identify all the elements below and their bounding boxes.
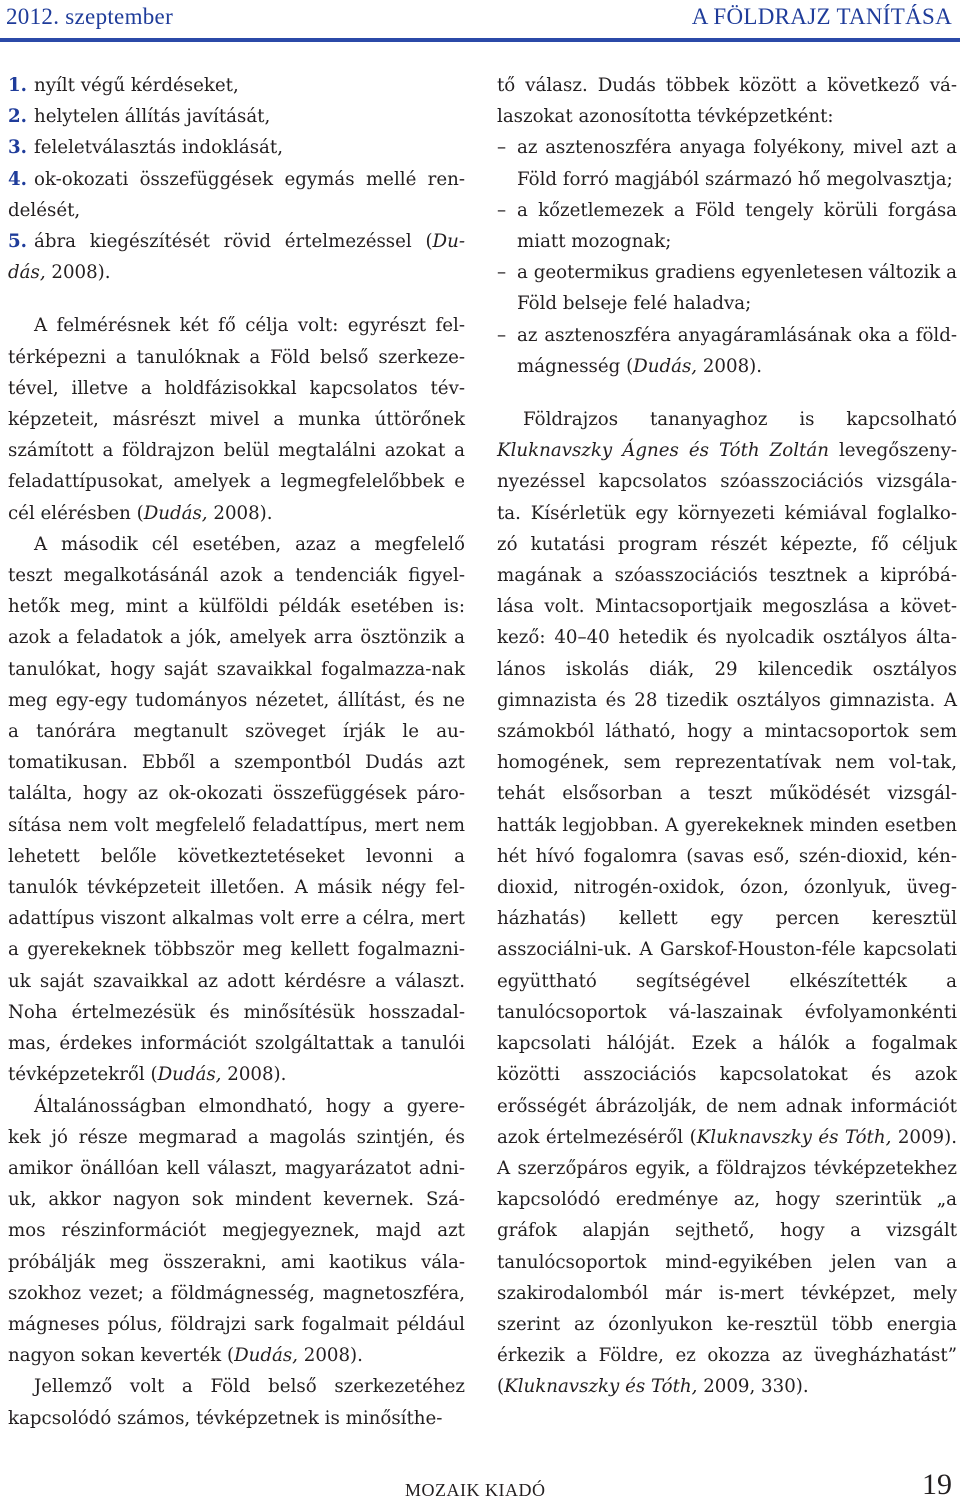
list-item: 2. helytelen állítás javítását, <box>8 106 271 128</box>
paragraph-continuation: tő válasz. Dudás többek között a következő vá-laszokat azonosította tévképzetként: <box>497 75 957 128</box>
paragraph-general: Általánosságban elmondható, hogy a gyere-kek jó része megmarad a magolás szintjén, és amikor önállóan kell választ, magyarázatot adni-uk, akkor nagyon sok mindent kevernek. Szá-mos részinformációt megjegyeznek, majd azt próbálják meg összerakni, ami kaotikus vála-szokhoz vezet; a földmágnesség, magnetoszféra, mágneses pólus, földrajzi sark fogalmait például nagyon sokan keverték (Dudás, 2008). <box>8 1095 465 1367</box>
paragraph-typical: Jellemző volt a Föld belső szerkezetéhez kapcsolódó számos, tévképzetnek is minősíthe- <box>8 1376 465 1429</box>
list-item: 4. ok-okozati összefüggések egymás mellé ren-delését, <box>8 168 465 221</box>
task-type-list <box>8 70 465 288</box>
paragraph-kluknavszky: Földrajzos tananyaghoz is kapcsolható Kluknavszky Ágnes és Tóth Zoltán levegőszeny-nyezéssel kapcsolatos szóasszociációs vizsgála-ta. Kísérletük egy környezeti kémiával foglalko-zó kutatási program részét képezte, fő céljuk magának a szóasszociációs tesztnek a kipróbá-lása volt. Mintacsoportjaik megoszlása a követ-kező: 40–40 hetedik és nyolcadik osztályos álta-lános iskolás diák, 29 kilencedik osztályos gimnazista és 28 tizedik osztályos gimnazista. A számokból látható, hogy a mintacsoportok sem homogének, sem reprezentatívak nem vol-tak, tehát elsősorban a teszt működését vizsgál-hatták legjobban. A gyerekeknek minden esetben hét hívó fogalomra (savas eső, szén-dioxid, kén-dioxid, nitrogén-oxidok, ózon, ózonlyuk, üveg-házhatás) kellett egy percen keresztül asszociálni-uk. A Garskof-Houston-féle kapcsolati együttható segítségével elkészítették a tanulócsoportok vá-laszainak évfolyamonkénti kapcsolati hálóját. Ezek a hálók a fogalmak közötti asszociációs kapcsolatokat és azok erősségét ábrázolják, de nem adnak információt azok értelmezéséről (Kluknavszky és Tóth, 2009). A szerzőpáros egyik, a földrajzos tévképzetekhez kapcsolódó eredménye az, hogy szerintük „a gráfok alapján sejthető, hogy a vizsgált tanulócsoportok mind-egyikében jelen van a szakirodalomból már is-mert tévképzet, mely szerint az ózonlyukon ke-resztül több energia érkezik a Földre, ez okozza az üvegházhatást” (Kluknavszky és Tóth, 2009, 330). <box>497 409 958 1398</box>
issue-date: 2012. szeptember <box>6 4 174 29</box>
list-item: – a kőzetlemezek a Föld tengely körüli forgása miatt mozognak; <box>497 199 957 253</box>
page-number: 19 <box>922 1468 952 1501</box>
right-column <box>497 70 957 1403</box>
list-item: – az asztenoszféra anyaga folyékony, mivel azt a Föld forró magjából származó hő megolvasztja; <box>497 137 957 190</box>
list-item: 1. nyílt végű kérdéseket, <box>8 75 239 96</box>
publisher-name: MOZAIK KIADÓ <box>405 1480 546 1500</box>
misconception-list <box>497 132 957 382</box>
journal-title: A FÖLDRAJZ TANÍTÁSA <box>691 4 952 29</box>
header-rule <box>0 38 960 42</box>
page-header <box>0 0 960 40</box>
list-item: 5. ábra kiegészítését rövid értelmezéssel (Du-dás, 2008). <box>8 231 465 284</box>
paragraph-second-aim: A második cél esetében, azaz a megfelelő teszt megalkotásánál azok a tendenciák figyel-hetők meg, mint a külföldi példák esetében is: azok a feladatok a jók, amelyek arra ösztönzik a tanulókat, hogy saját szavaikkal fogalmazza-nak meg egy-egy tudományos nézetet, állítást, és ne a tanórára megtanult szöveget írják le au-tomatikusan. Ebből a szempontból Dudás azt találta, hogy az ok-okozati összefüggések páro-sítása nem volt megfelelő feladattípus, mert nem lehetett belőle következtetéseket levonni a tanulók tévképzeteit illetően. A másik négy fel-adattípus viszont alkalmas volt erre a célra, mert a gyerekeknek többször meg kellett fogalmazni-uk saját szavaikkal az adott kérdésre a választ. Noha értelmezésük és minősítésük hosszadal-mas, érdekes információt szolgáltattak a tanulói tévképzetekről (Dudás, 2008). <box>8 533 465 1086</box>
paragraph-aims: A felmérésnek két fő célja volt: egyrészt fel-térképezni a tanulóknak a Föld belső szerkeze-tével, illetve a holdfázisokkal kapcsolatos tév-képzeteit, másrészt mivel a munka úttörőnek számított a földrajzon belül megtalálni azokat a feladattípusokat, amelyek a legmegfelelőbbek e cél elérésben (Dudás, 2008). <box>8 315 465 524</box>
left-column <box>8 70 465 1434</box>
list-item: 3. feleletválasztás indoklását, <box>8 137 283 159</box>
list-item: – a geotermikus gradiens egyenletesen változik a Föld belseje felé haladva; <box>497 262 957 315</box>
list-item: – az asztenoszféra anyagáramlásának oka a föld-mágnesség (Dudás, 2008). <box>497 324 957 377</box>
